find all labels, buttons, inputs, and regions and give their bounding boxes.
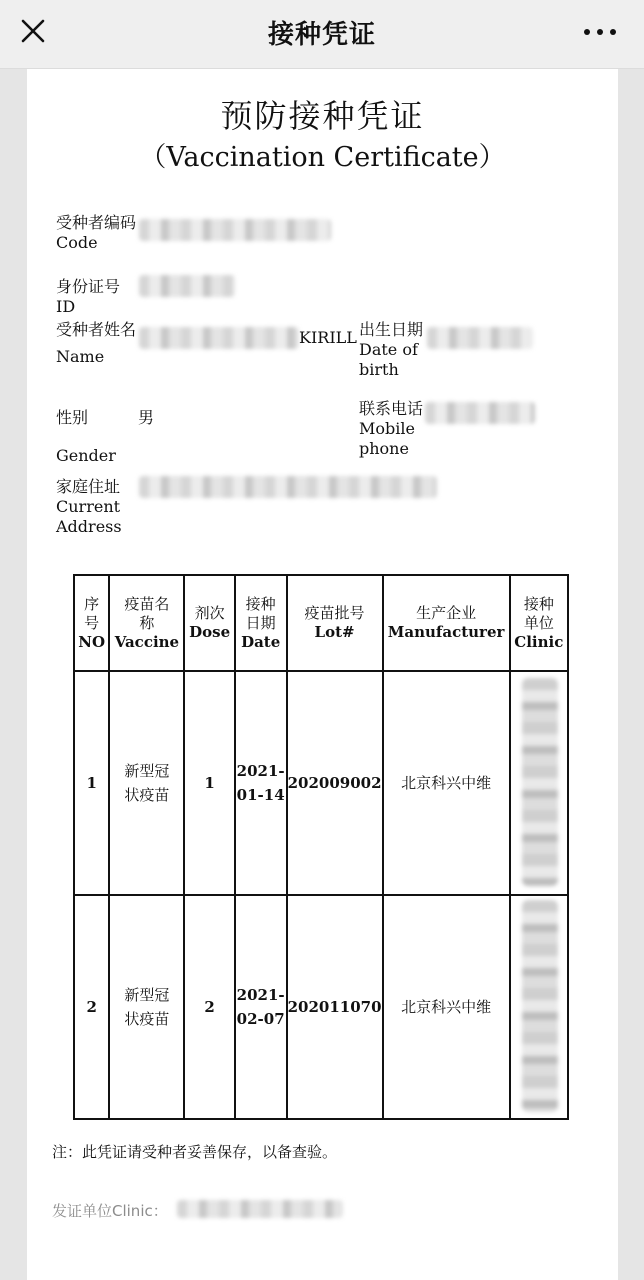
name-visible-value: KIRILL (299, 328, 357, 347)
cell-clinic (510, 671, 568, 895)
gender-label-cn: 性别 (56, 408, 89, 427)
clinic-redacted (522, 900, 558, 1112)
vaccination-table (73, 574, 569, 1120)
top-navigation-bar (0, 0, 644, 69)
cell-vaccine: 新型冠状疫苗 (109, 671, 184, 895)
cell-no: 2 (74, 895, 109, 1119)
gender-value: 男 (138, 408, 155, 427)
phone-label-cn: 联系电话 (359, 399, 424, 418)
issuer-redacted (177, 1200, 343, 1218)
header-manufacturer: 生产企业 Manufacturer (383, 575, 510, 671)
code-redacted (139, 219, 331, 241)
header-no: 序号 NO (74, 575, 109, 671)
address-redacted (139, 476, 437, 498)
cell-manufacturer: 北京科兴中维 (383, 895, 510, 1119)
cell-dose: 2 (184, 895, 234, 1119)
code-label (56, 213, 136, 253)
cell-date: 2021- 01-14 (235, 671, 287, 895)
cell-lot: 202011070 (287, 895, 383, 1119)
gender-label-en: Gender (56, 446, 116, 465)
table-header-row (74, 575, 568, 671)
dob-label (359, 320, 423, 380)
certificate-title: 预防接种凭证 (220, 97, 425, 135)
id-label-en: ID (56, 297, 76, 316)
header-lot: 疫苗批号 Lot# (287, 575, 383, 671)
phone-label-en: Mobile phone (359, 419, 415, 458)
name-label-cn: 受种者姓名 (56, 320, 137, 339)
code-label-en: Code (56, 233, 98, 252)
issuer-label: 发证单位Clinic： (52, 1202, 168, 1220)
table-row (74, 671, 568, 895)
cell-lot: 202009002 (287, 671, 383, 895)
more-icon[interactable] (582, 17, 618, 47)
header-date: 接种日期 Date (235, 575, 287, 671)
address-label (56, 477, 138, 537)
table-row (74, 895, 568, 1119)
issuer-row (52, 1200, 168, 1221)
id-label-cn: 身份证号 (56, 277, 121, 296)
gender-label (56, 408, 136, 466)
storage-note: 注：此凭证请受种者妥善保存，以备查验。 (52, 1143, 338, 1161)
address-label-cn: 家庭住址 (56, 477, 121, 496)
dob-redacted (427, 327, 533, 349)
dob-label-cn: 出生日期 (359, 320, 424, 339)
header-clinic: 接种单位 Clinic (510, 575, 568, 671)
dob-label-en: Date of birth (359, 340, 418, 379)
page-title: 接种凭证 (267, 20, 376, 50)
phone-redacted (425, 402, 535, 424)
clinic-redacted (522, 678, 558, 886)
id-redacted (139, 275, 235, 297)
header-dose: 剂次 Dose (184, 575, 234, 671)
name-label-en: Name (56, 347, 105, 366)
cell-manufacturer: 北京科兴中维 (383, 671, 510, 895)
phone-label (359, 399, 423, 459)
cell-no: 1 (74, 671, 109, 895)
name-redacted (139, 327, 299, 349)
certificate-subtitle: （Vaccination Certificate） (139, 142, 506, 173)
address-label-en: Current Address (56, 497, 122, 536)
name-label (56, 320, 136, 367)
header-vaccine: 疫苗名称 Vaccine (109, 575, 184, 671)
cell-vaccine: 新型冠状疫苗 (109, 895, 184, 1119)
id-label (56, 277, 136, 317)
cell-date: 2021- 02-07 (235, 895, 287, 1119)
certificate-page (27, 69, 618, 1280)
code-label-cn: 受种者编码 (56, 213, 137, 232)
cell-dose: 1 (184, 671, 234, 895)
cell-clinic (510, 895, 568, 1119)
